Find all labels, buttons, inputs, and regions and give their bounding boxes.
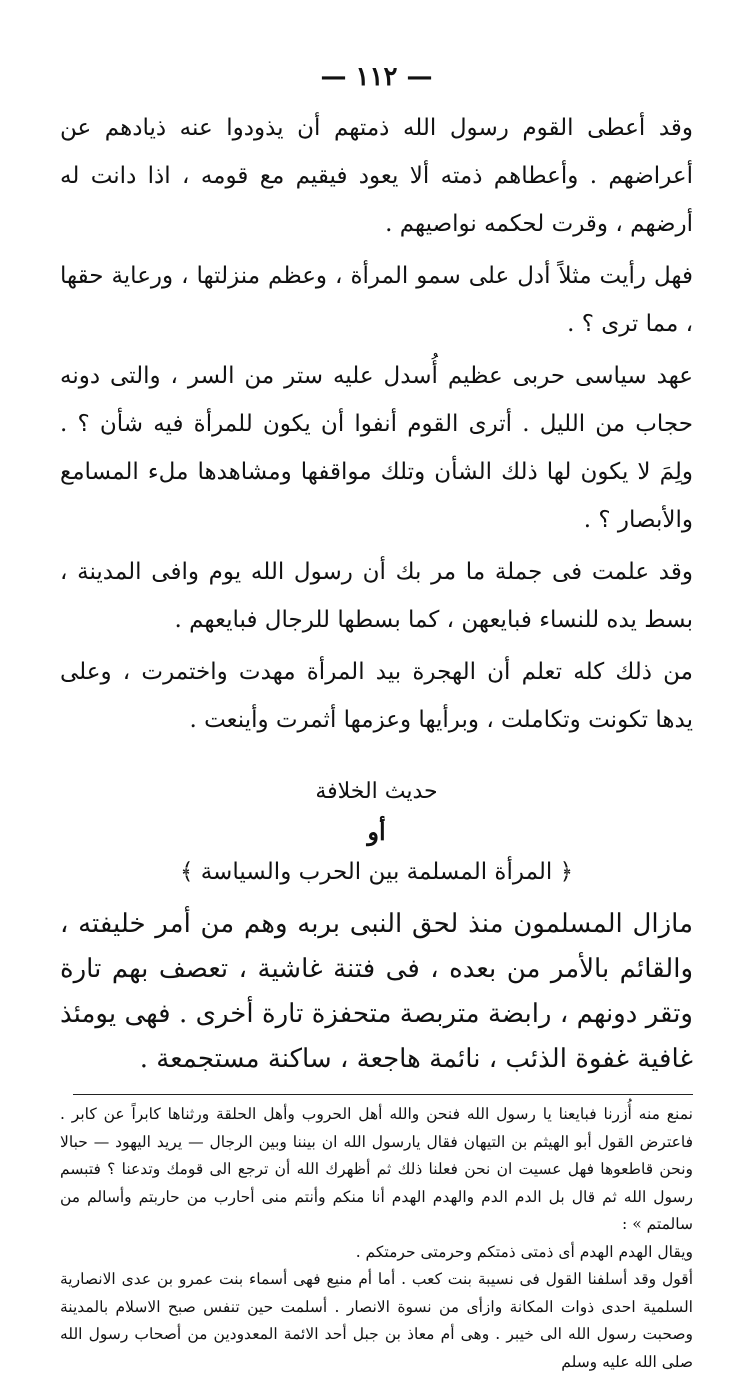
footnote-divider <box>73 1094 693 1095</box>
section-title: حديث الخلافة <box>315 779 438 804</box>
section-paragraph: مازال المسلمون منذ لحق النبى بربه وهم من أمر خليفته ، والقائم بالأمر من بعده ، فى فتنة غاشية ، تعصف بهم تارة وتقر دونهم ، رابضة متربصة متحفزة تارة أخرى . فهى يومئذ غافية غفوة الذئب ، نائمة هاجعة ، ساكنة مستجمعة . <box>60 909 693 1074</box>
footnote: أقول وقد أسلفنا القول فى نسيبة بنت كعب . أما أم منيع فهى أسماء بنت عمرو بن عدى الانصارية السلمية احدى ذوات المكانة وازأى من نسوة الانصار . أسلمت حين تنفس صبح الاسلام بالمدينة وصحبت رسول الله الى خيبر . وهى أم معاذ بن جبل أحد الائمة المعدودين من أصحاب رسول الله صلى الله عليه وسلم <box>60 1270 693 1371</box>
footnote: ويقال الهدم الهدم أى ذمتى ذمتكم وحرمتى حرمتكم . <box>355 1242 693 1261</box>
paragraph: فهل رأيت مثلاً أدل على سمو المرأة ، وعظم منزلتها ، ورعاية حقها ، مما ترى ؟ . <box>60 263 693 337</box>
section-subtitle: ﴿ المرأة المسلمة بين الحرب والسياسة ﴾ <box>179 859 574 885</box>
paragraph: وقد أعطى القوم رسول الله ذمتهم أن يذودوا عنه ذيادهم عن أعراضهم . وأعطاهم ذمته ألا يعود فيقيم مع قومه ، اذا دانت له أرضهم ، وقرت لحكمه نواصيهم . <box>60 115 693 237</box>
section-or: أو <box>367 817 386 846</box>
page-number: — ١١٢ — <box>320 62 433 92</box>
paragraph: عهد سياسى حربى عظيم أُسدل عليه ستر من السر ، والتى دونه حجاب من الليل . أترى القوم أنفوا أن يكون للمرأة فيه شأن ؟ . ولِمَ لا يكون لها ذلك الشأن وتلك مواقفها ومشاهدها ملء المسامع والأبصار ؟ . <box>60 363 693 533</box>
paragraph: من ذلك كله تعلم أن الهجرة بيد المرأة مهدت واختمرت ، وعلى يدها تكونت وتكاملت ، وبرأيها وعزمها أثمرت وأينعت . <box>60 659 693 733</box>
footnote: نمنع منه أُزرنا فبايعنا يا رسول الله فنحن والله أهل الحروب وأهل الحلقة ورثناها كابراً عن كابر . فاعترض القول أبو الهيثم بن التيهان فقال يارسول الله ان بيننا وبين الرجال — يريد اليهود — حبالا ونحن قاطعوها فهل عسيت ان نحن فعلنا ذلك ثم أظهرك الله أن ترجع الى قومك وتدعنا ؟ فتبسم رسول الله ثم قال بل الدم الدم والهدم الهدم أنا منكم وأنتم منى أحارب من حاربتم وأسالم من سالمتم » : <box>60 1105 693 1233</box>
paragraph: وقد علمت فى جملة ما مر بك أن رسول الله يوم وافى المدينة ، بسط يده للنساء فبايعهن ، كما بسطها للرجال فبايعهم . <box>60 559 693 633</box>
